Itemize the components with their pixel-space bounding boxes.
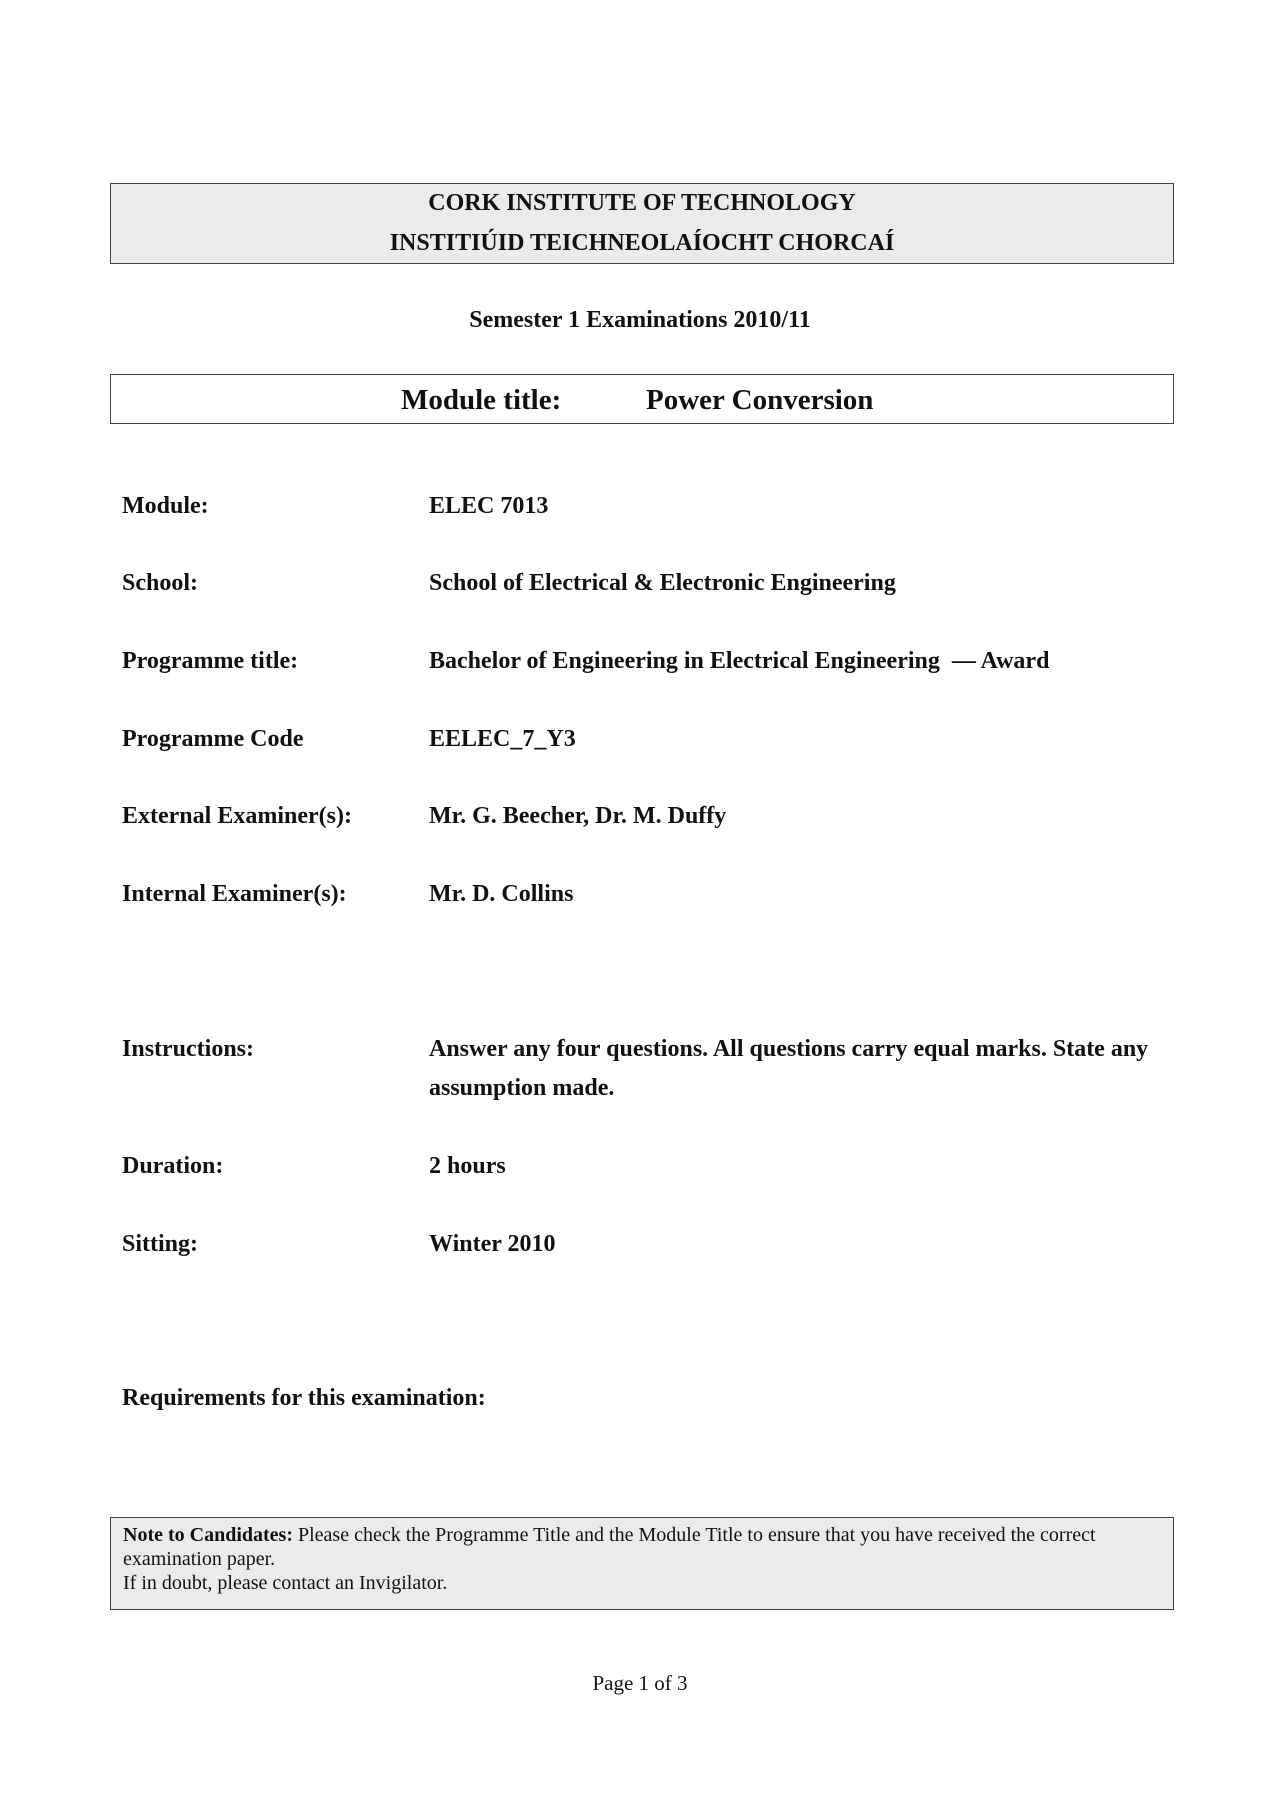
field-label-internal-examiners: Internal Examiner(s): [122, 881, 347, 907]
field-label-programme-title: Programme title: [122, 648, 299, 674]
note-text-invigilator: If in doubt, please contact an Invigilator. [123, 1572, 448, 1594]
field-label-school: School: [122, 570, 199, 596]
field-value-programme-title: Bachelor of Engineering in Electrical Engineering — Award [429, 648, 1050, 674]
field-value-duration: 2 hours [429, 1153, 506, 1179]
requirements-heading: Requirements for this examination: [122, 1385, 486, 1411]
note-to-candidates [110, 1517, 1174, 1610]
page-number: Page 1 of 3 [592, 1671, 688, 1695]
module-title-value: Power Conversion [646, 384, 874, 416]
institution-name-english: CORK INSTITUTE OF TECHNOLOGY [428, 190, 856, 216]
semester-title: Semester 1 Examinations 2010/11 [469, 307, 811, 333]
module-title-box [110, 374, 1174, 424]
field-label-instructions: Instructions: [122, 1036, 255, 1062]
note-first-paragraph [123, 1523, 1161, 1571]
field-value-programme-code: EELEC_7_Y3 [429, 726, 576, 752]
field-label-duration: Duration: [122, 1153, 224, 1179]
module-title-label: Module title: [401, 384, 562, 416]
field-value-module: ELEC 7013 [429, 493, 549, 519]
institution-header [110, 183, 1174, 264]
field-label-programme-code: Programme Code [122, 726, 304, 752]
field-value-internal-examiners: Mr. D. Collins [429, 881, 574, 907]
field-value-instructions: Answer any four questions. All questions carry equal marks. State any assumption made. [429, 1036, 1149, 1101]
field-label-external-examiners: External Examiner(s): [122, 803, 352, 829]
institution-name-irish: INSTITIÚID TEICHNEOLAÍOCHT CHORCAÍ [389, 230, 895, 256]
field-label-module: Module: [122, 493, 209, 519]
field-label-sitting: Sitting: [122, 1231, 199, 1257]
field-value-external-examiners: Mr. G. Beecher, Dr. M. Duffy [429, 803, 727, 829]
field-value-school: School of Electrical & Electronic Engineering [429, 570, 896, 596]
note-text: Please check the Programme Title and the Module Title to ensure that you have received the correct examination paper. [123, 1524, 1096, 1570]
note-heading: Note to Candidates: [123, 1524, 293, 1546]
field-value-sitting: Winter 2010 [429, 1231, 556, 1257]
